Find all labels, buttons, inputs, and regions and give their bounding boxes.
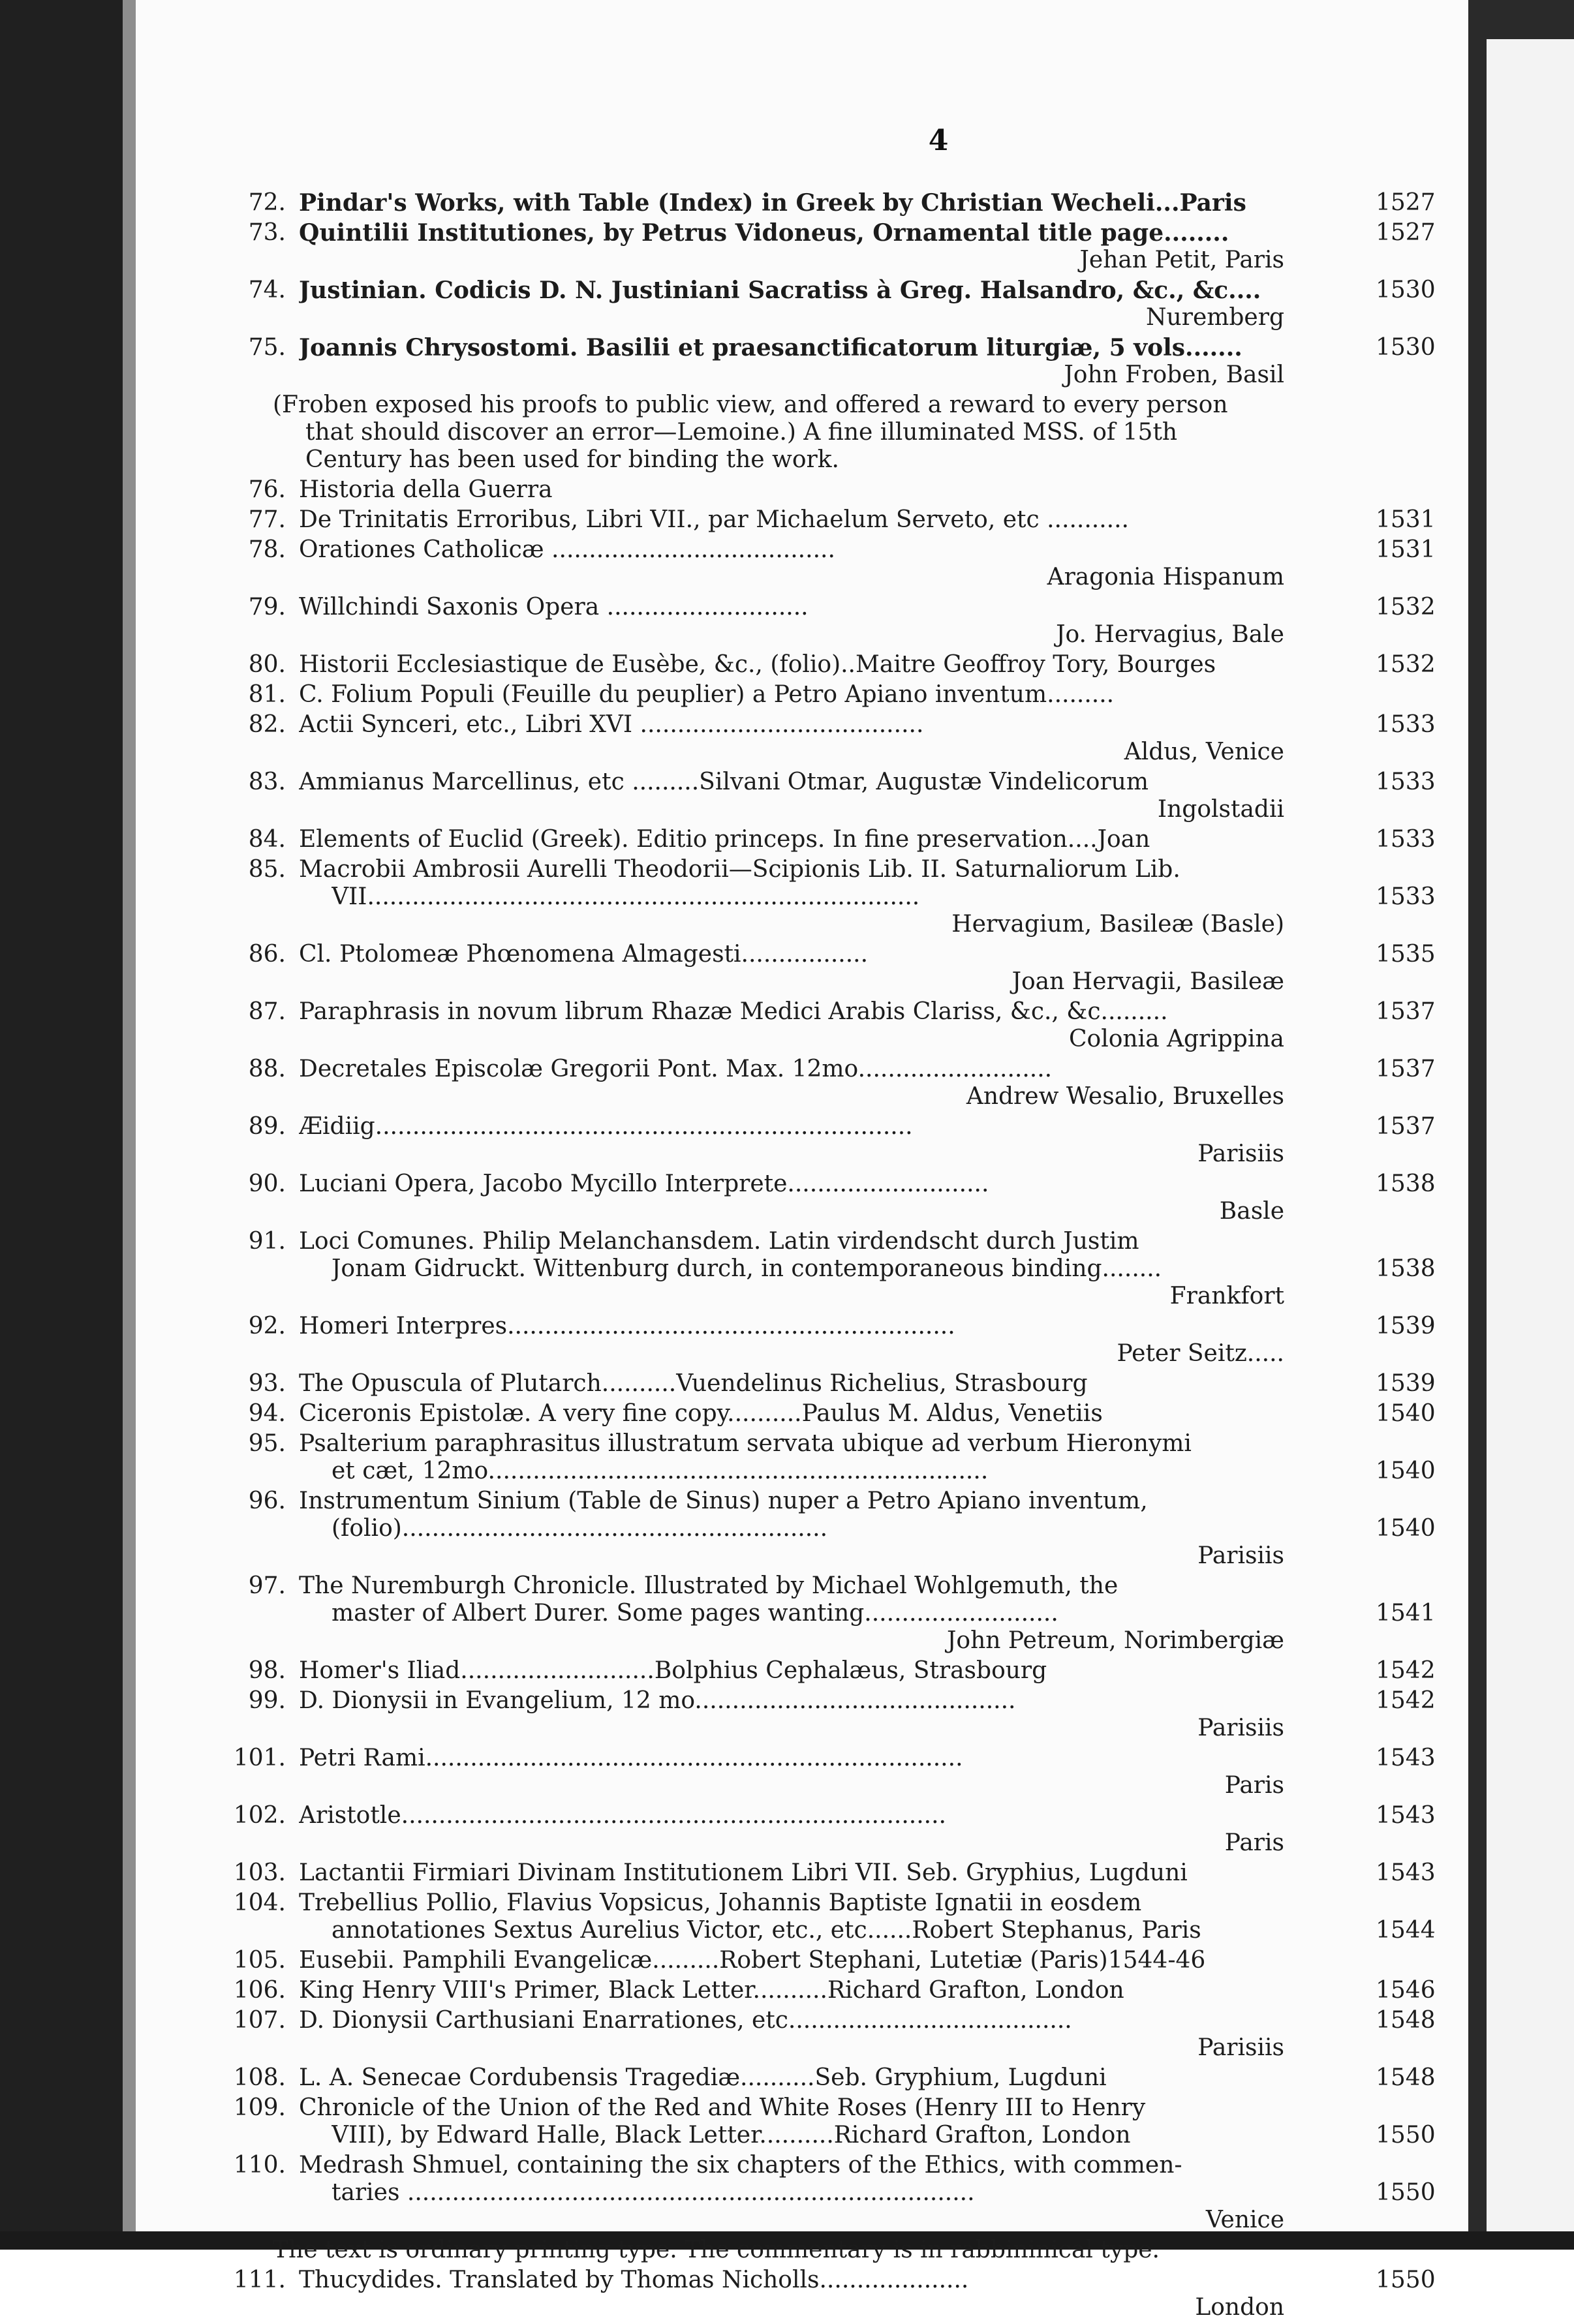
entry-number: 98. xyxy=(248,1657,286,1684)
entry-number: 72. xyxy=(248,189,286,216)
entry-line xyxy=(136,856,1363,883)
entry-title: Aristotle......................................................................... xyxy=(299,1802,946,1829)
entry-imprint: Colonia Agrippina xyxy=(1068,1026,1284,1052)
entry-imprint-line xyxy=(136,304,1363,331)
entry-line xyxy=(136,2179,1436,2207)
entry-year: 1538 xyxy=(1376,1255,1436,1282)
entry-title: Trebellius Pollio, Flavius Vopsicus, Johannis Baptiste Ignatii in eosdem xyxy=(299,1889,1142,1916)
entry-year: 1546 xyxy=(1376,1977,1436,2004)
catalogue-entry xyxy=(136,1977,1436,2004)
entry-imprint: Frankfort xyxy=(1169,1283,1284,1309)
entry-line xyxy=(136,1657,1436,1685)
catalogue-entry xyxy=(136,826,1436,853)
catalogue-entry xyxy=(136,1370,1436,1398)
entry-imprint: Jehan Petit, Paris xyxy=(1079,247,1284,273)
entry-number: 74. xyxy=(248,277,286,303)
entry-imprint: Paris xyxy=(1224,1772,1284,1799)
entry-line xyxy=(136,1400,1436,1428)
entry-year: 1539 xyxy=(1376,1313,1436,1339)
entry-title: Quintilii Institutiones, by Petrus Vidoneus, Ornamental title page........ xyxy=(299,219,1229,247)
entry-line xyxy=(136,2064,1436,2092)
entry-title: Homer's Iliad..........................Bolphius Cephalæus, Strasbourg xyxy=(299,1657,1047,1684)
entry-year: 1527 xyxy=(1376,219,1436,246)
entry-line xyxy=(136,1228,1363,1255)
entry-imprint-line xyxy=(136,247,1363,274)
entry-imprint-line xyxy=(136,1083,1363,1110)
entry-year: 1550 xyxy=(1376,2179,1436,2206)
catalogue-entry xyxy=(136,681,1363,709)
entry-imprint-line xyxy=(136,911,1363,938)
entry-line xyxy=(136,189,1436,217)
entry-line xyxy=(136,2122,1436,2149)
entry-year: 1532 xyxy=(1376,594,1436,620)
entry-line xyxy=(136,1488,1363,1515)
catalogue-entry xyxy=(136,189,1436,217)
scan-page-edge-left xyxy=(123,0,137,2250)
entry-number: 81. xyxy=(248,681,286,708)
entry-line xyxy=(136,1170,1436,1198)
entry-title: Historii Ecclesiastique de Eusèbe, &c., (folio)..Maitre Geoffroy Tory, Bourges xyxy=(299,651,1216,678)
entry-imprint: Aragonia Hispanum xyxy=(1047,564,1284,590)
entry-title: Jonam Gidruckt. Wittenburg durch, in contemporaneous binding........ xyxy=(332,1255,1162,1282)
entry-number: 93. xyxy=(248,1370,286,1397)
entry-title: Instrumentum Sinium (Table de Sinus) nuper a Petro Apiano inventum, xyxy=(299,1488,1148,1514)
entry-title: Pindar's Works, with Table (Index) in Greek by Christian Wecheli...Paris xyxy=(299,189,1246,217)
entry-number: 77. xyxy=(248,506,286,533)
entry-year: 1533 xyxy=(1376,711,1436,738)
entry-imprint: John Petreum, Norimbergiæ xyxy=(946,1627,1284,1654)
catalogue-entry xyxy=(136,2267,1436,2321)
entry-title: The text is ordinary printing type. The commentary is in rabbininical type. xyxy=(273,2237,1160,2263)
entry-year: 1543 xyxy=(1376,1859,1436,1886)
entry-year: 1532 xyxy=(1376,651,1436,678)
entry-imprint: Parisiis xyxy=(1197,1715,1284,1741)
entry-number: 78. xyxy=(248,536,286,563)
entry-imprint: London xyxy=(1195,2294,1284,2321)
entry-year: 1533 xyxy=(1376,826,1436,853)
entry-line xyxy=(136,2094,1363,2122)
entry-number: 75. xyxy=(248,334,286,361)
entry-line xyxy=(136,594,1436,621)
entry-title: Actii Synceri, etc., Libri XVI ...................................... xyxy=(299,711,924,738)
catalogue-entry xyxy=(136,1056,1436,1110)
entry-number: 108. xyxy=(233,2064,286,2091)
entry-line xyxy=(136,1947,1363,1974)
catalogue-entry xyxy=(136,1947,1363,1974)
page-number: 4 xyxy=(928,124,949,157)
entry-title: Cl. Ptolomeæ Phœnomena Almagesti................. xyxy=(299,941,869,968)
entry-title: taries ............................................................................ xyxy=(332,2179,975,2206)
entry-title: Ciceronis Epistolæ. A very fine copy..........Paulus M. Aldus, Venetiis xyxy=(299,1400,1103,1427)
catalogue-entry xyxy=(136,1572,1436,1655)
entry-line xyxy=(136,1917,1436,1944)
entry-title: annotationes Sextus Aurelius Victor, etc., etc......Robert Stephanus, Paris xyxy=(332,1917,1201,1944)
entry-title: Psalterium paraphrasitus illustratum servata ubique ad verbum Hieronymi xyxy=(299,1430,1192,1457)
catalogue-entry-list xyxy=(136,189,1467,2324)
entry-number: 104. xyxy=(233,1889,286,1916)
entry-number: 83. xyxy=(248,769,286,795)
catalogue-entry xyxy=(136,277,1436,331)
entry-imprint-line xyxy=(136,361,1363,389)
catalogue-entry xyxy=(136,2007,1436,2062)
entry-number: 95. xyxy=(248,1430,286,1457)
entry-line xyxy=(136,651,1436,679)
entry-title: Chronicle of the Union of the Red and White Roses (Henry III to Henry xyxy=(299,2094,1146,2121)
entry-imprint: Paris xyxy=(1224,1829,1284,1856)
catalogue-entry xyxy=(136,536,1436,591)
entry-title: Luciani Opera, Jacobo Mycillo Interprete........................... xyxy=(299,1170,989,1197)
entry-line xyxy=(136,1745,1436,1772)
entry-number: 107. xyxy=(233,2007,286,2034)
catalogue-entry xyxy=(136,856,1436,938)
entry-year: 1527 xyxy=(1376,189,1436,216)
entry-title: The Opuscula of Plutarch..........Vuendelinus Richelius, Strasbourg xyxy=(299,1370,1088,1397)
entry-year: 1538 xyxy=(1376,1170,1436,1197)
entry-line xyxy=(136,2237,1363,2264)
catalogue-entry xyxy=(136,1400,1436,1428)
entry-imprint-line xyxy=(136,621,1363,649)
entry-title: Æidiig........................................................................ xyxy=(299,1113,913,1140)
entry-title: Orationes Catholicæ ...................................... xyxy=(299,536,835,563)
entry-line xyxy=(136,2007,1436,2034)
entry-imprint: Andrew Wesalio, Bruxelles xyxy=(966,1083,1284,1110)
entry-title: (folio)......................................................... xyxy=(332,1515,828,1542)
catalogue-entry xyxy=(136,1802,1436,1857)
entry-year: 1531 xyxy=(1376,536,1436,563)
entry-year: 1543 xyxy=(1376,1802,1436,1829)
entry-line xyxy=(136,1802,1436,1829)
entry-imprint-line xyxy=(136,968,1363,996)
catalogue-entry xyxy=(136,1170,1436,1225)
entry-number: 76. xyxy=(248,476,286,503)
catalogue-entry xyxy=(136,1889,1436,1944)
entry-title: Elements of Euclid (Greek). Editio princeps. In fine preservation....Joan xyxy=(299,826,1150,853)
entry-line xyxy=(136,2267,1436,2294)
entry-title: Joannis Chrysostomi. Basilii et praesanctificatorum liturgiæ, 5 vols....... xyxy=(299,334,1242,361)
catalogue-entry xyxy=(136,998,1436,1053)
entry-imprint-line xyxy=(136,1283,1363,1310)
entry-number: 79. xyxy=(248,594,286,620)
entry-line xyxy=(136,1572,1363,1600)
catalogue-entry xyxy=(136,506,1436,534)
entry-number: 92. xyxy=(248,1313,286,1339)
entry-line xyxy=(136,769,1436,796)
catalogue-entry xyxy=(136,219,1436,274)
entry-imprint-line xyxy=(136,1140,1363,1168)
entry-year: 1550 xyxy=(1376,2122,1436,2148)
entry-title: Ammianus Marcellinus, etc .........Silvani Otmar, Augustæ Vindelicorum xyxy=(299,769,1149,795)
entry-number: 85. xyxy=(248,856,286,883)
entry-line xyxy=(136,391,1363,419)
catalogue-entry xyxy=(136,1687,1436,1742)
entry-title: et cæt, 12mo................................................................... xyxy=(332,1458,989,1484)
catalogue-entry xyxy=(136,1113,1436,1168)
entry-line xyxy=(136,1889,1363,1917)
entry-imprint: Ingolstadii xyxy=(1157,796,1284,823)
entry-title: Loci Comunes. Philip Melanchansdem. Latin virdendscht durch Justim xyxy=(299,1228,1139,1255)
entry-number: 106. xyxy=(233,1977,286,2004)
catalogue-entry xyxy=(136,1313,1436,1368)
entry-imprint-line xyxy=(136,1198,1363,1225)
entry-year: 1533 xyxy=(1376,883,1436,910)
entry-line xyxy=(136,1515,1436,1542)
entry-year: 1548 xyxy=(1376,2007,1436,2034)
catalogue-entry xyxy=(136,769,1436,823)
entry-line xyxy=(136,476,1363,504)
entry-imprint: Hervagium, Basileæ (Basle) xyxy=(951,911,1284,938)
entry-imprint: John Froben, Basil xyxy=(1064,361,1284,388)
catalogue-page xyxy=(136,0,1467,2321)
entry-title: Paraphrasis in novum librum Rhazæ Medici Arabis Clariss, &c., &c......... xyxy=(299,998,1168,1025)
entry-imprint-line xyxy=(136,796,1363,823)
entry-number: 89. xyxy=(248,1113,286,1140)
entry-imprint: Parisiis xyxy=(1197,1140,1284,1167)
entry-number: 96. xyxy=(248,1488,286,1514)
entry-year: 1537 xyxy=(1376,1056,1436,1082)
entry-line xyxy=(136,1313,1436,1340)
entry-imprint: Peter Seitz..... xyxy=(1117,1340,1284,1367)
entry-number: 90. xyxy=(248,1170,286,1197)
entry-title: Petri Rami........................................................................ xyxy=(299,1745,963,1771)
catalogue-entry xyxy=(136,2237,1363,2264)
entry-imprint-line xyxy=(136,564,1363,591)
entry-number: 86. xyxy=(248,941,286,968)
entry-number: 111. xyxy=(233,2267,286,2293)
entry-imprint: Parisiis xyxy=(1197,1542,1284,1569)
entry-number: 84. xyxy=(248,826,286,853)
entry-title: King Henry VIII's Primer, Black Letter..........Richard Grafton, London xyxy=(299,1977,1124,2004)
entry-year: 1539 xyxy=(1376,1370,1436,1397)
entry-number: 109. xyxy=(233,2094,286,2121)
entry-imprint-line xyxy=(136,1542,1363,1570)
entry-line xyxy=(136,1977,1436,2004)
entry-line xyxy=(136,219,1436,247)
entry-title: VIII), by Edward Halle, Black Letter..........Richard Grafton, London xyxy=(332,2122,1131,2148)
catalogue-entry xyxy=(136,2094,1436,2149)
entry-number: 101. xyxy=(233,1745,286,1771)
entry-line xyxy=(136,446,1363,474)
entry-number: 73. xyxy=(248,219,286,246)
entry-line xyxy=(136,419,1363,446)
entry-line xyxy=(136,681,1363,709)
entry-title: (Froben exposed his proofs to public view, and offered a reward to every person xyxy=(273,391,1228,418)
scan-border-left xyxy=(0,0,131,2250)
catalogue-entry xyxy=(136,1488,1436,1570)
entry-title: Homeri Interpres............................................................ xyxy=(299,1313,955,1339)
entry-number: 91. xyxy=(248,1228,286,1255)
entry-number: 94. xyxy=(248,1400,286,1427)
entry-imprint: Parisiis xyxy=(1197,2034,1284,2061)
entry-number: 80. xyxy=(248,651,286,678)
entry-line xyxy=(136,536,1436,564)
entry-line xyxy=(136,277,1436,304)
catalogue-entry xyxy=(136,2064,1436,2092)
entry-year: 1542 xyxy=(1376,1657,1436,1684)
entry-title: The Nuremburgh Chronicle. Illustrated by Michael Wohlgemuth, the xyxy=(299,1572,1119,1599)
entry-year: 1543 xyxy=(1376,1745,1436,1771)
entry-imprint-line xyxy=(136,2294,1363,2321)
entry-line xyxy=(136,883,1436,911)
entry-title: Lactantii Firmiari Divinam Institutionem Libri VII. Seb. Gryphius, Lugduni xyxy=(299,1859,1188,1886)
entry-number: 110. xyxy=(233,2152,286,2179)
entry-title: Historia della Guerra xyxy=(299,476,553,503)
entry-line xyxy=(136,2152,1363,2179)
entry-title: VII.......................................................................... xyxy=(332,883,920,910)
entry-imprint: Aldus, Venice xyxy=(1124,739,1284,765)
catalogue-entry xyxy=(136,1657,1436,1685)
entry-line xyxy=(136,941,1436,968)
entry-imprint: Venice xyxy=(1205,2207,1284,2233)
entry-title: L. A. Senecae Cordubensis Tragediæ..........Seb. Gryphium, Lugduni xyxy=(299,2064,1107,2091)
entry-number: 87. xyxy=(248,998,286,1025)
catalogue-entry xyxy=(136,2152,1436,2234)
entry-year: 1537 xyxy=(1376,998,1436,1025)
entry-title: C. Folium Populi (Feuille du peuplier) a Petro Apiano inventum......... xyxy=(299,681,1115,708)
entry-year: 1537 xyxy=(1376,1113,1436,1140)
entry-year: 1542 xyxy=(1376,1687,1436,1714)
entry-line xyxy=(136,826,1436,853)
entry-imprint: Joan Hervagii, Basileæ xyxy=(1011,968,1284,995)
entry-line xyxy=(136,1458,1436,1485)
entry-number: 97. xyxy=(248,1572,286,1599)
entry-imprint-line xyxy=(136,1772,1363,1799)
entry-line xyxy=(136,1113,1436,1140)
entry-title: D. Dionysii in Evangelium, 12 mo........................................... xyxy=(299,1687,1016,1714)
catalogue-entry xyxy=(136,1228,1436,1310)
entry-line xyxy=(136,711,1436,739)
entry-year: 1540 xyxy=(1376,1458,1436,1484)
entry-line xyxy=(136,1370,1436,1398)
adjacent-page-edge xyxy=(1487,39,1574,2250)
entry-year: 1540 xyxy=(1376,1400,1436,1427)
entry-line xyxy=(136,506,1436,534)
entry-title: Willchindi Saxonis Opera ........................... xyxy=(299,594,809,620)
entry-imprint-line xyxy=(136,2034,1363,2062)
entry-number: 88. xyxy=(248,1056,286,1082)
entry-title: master of Albert Durer. Some pages wanting.......................... xyxy=(332,1600,1058,1627)
entry-year: 1540 xyxy=(1376,1515,1436,1542)
entry-number: 105. xyxy=(233,1947,286,1974)
entry-year: 1541 xyxy=(1376,1600,1436,1627)
entry-number: 102. xyxy=(233,1802,286,1829)
entry-title: Macrobii Ambrosii Aurelli Theodorii—Scipionis Lib. II. Saturnaliorum Lib. xyxy=(299,856,1180,883)
entry-imprint: Nuremberg xyxy=(1146,304,1284,331)
catalogue-entry xyxy=(136,391,1363,474)
entry-year: 1531 xyxy=(1376,506,1436,533)
entry-imprint-line xyxy=(136,1627,1363,1655)
entry-title: Thucydides. Translated by Thomas Nicholls.................... xyxy=(299,2267,969,2293)
entry-line xyxy=(136,1430,1363,1458)
entry-title: Decretales Episcolæ Gregorii Pont. Max. 12mo.......................... xyxy=(299,1056,1053,1082)
catalogue-entry xyxy=(136,941,1436,996)
entry-imprint-line xyxy=(136,2207,1363,2234)
entry-title: De Trinitatis Erroribus, Libri VII., par Michaelum Serveto, etc ........... xyxy=(299,506,1129,533)
entry-number: 82. xyxy=(248,711,286,738)
catalogue-entry xyxy=(136,651,1436,679)
catalogue-entry xyxy=(136,1745,1436,1799)
entry-number: 103. xyxy=(233,1859,286,1886)
entry-line xyxy=(136,1859,1436,1887)
entry-year: 1548 xyxy=(1376,2064,1436,2091)
entry-title: Medrash Shmuel, containing the six chapters of the Ethics, with commen- xyxy=(299,2152,1182,2179)
entry-line xyxy=(136,334,1436,361)
entry-title: that should discover an error—Lemoine.) A fine illuminated MSS. of 15th xyxy=(305,419,1178,446)
entry-line xyxy=(136,1687,1436,1715)
entry-imprint: Basle xyxy=(1219,1198,1284,1225)
entry-year: 1533 xyxy=(1376,769,1436,795)
entry-year: 1535 xyxy=(1376,941,1436,968)
entry-title: Century has been used for binding the work. xyxy=(305,446,839,473)
entry-imprint-line xyxy=(136,739,1363,766)
entry-imprint-line xyxy=(136,1829,1363,1857)
entry-number: 99. xyxy=(248,1687,286,1714)
entry-imprint-line xyxy=(136,1340,1363,1368)
entry-imprint-line xyxy=(136,1715,1363,1742)
entry-year: 1550 xyxy=(1376,2267,1436,2293)
catalogue-entry xyxy=(136,594,1436,649)
entry-imprint: Jo. Hervagius, Bale xyxy=(1056,621,1284,648)
entry-line xyxy=(136,998,1436,1026)
catalogue-entry xyxy=(136,476,1363,504)
catalogue-entry xyxy=(136,1859,1436,1887)
entry-year: 1530 xyxy=(1376,277,1436,303)
catalogue-entry xyxy=(136,334,1436,389)
entry-title: D. Dionysii Carthusiani Enarrationes, etc...................................... xyxy=(299,2007,1072,2034)
entry-line xyxy=(136,1600,1436,1627)
catalogue-entry xyxy=(136,711,1436,766)
entry-imprint-line xyxy=(136,1026,1363,1053)
entry-year: 1544 xyxy=(1376,1917,1436,1944)
catalogue-entry xyxy=(136,1430,1436,1485)
entry-line xyxy=(136,1056,1436,1083)
entry-year: 1530 xyxy=(1376,334,1436,361)
entry-title: Justinian. Codicis D. N. Justiniani Sacratiss à Greg. Halsandro, &c., &c.... xyxy=(299,277,1261,304)
entry-title: Eusebii. Pamphili Evangelicæ.........Robert Stephani, Lutetiæ (Paris)1544-46 xyxy=(299,1947,1206,1974)
entry-line xyxy=(136,1255,1436,1283)
